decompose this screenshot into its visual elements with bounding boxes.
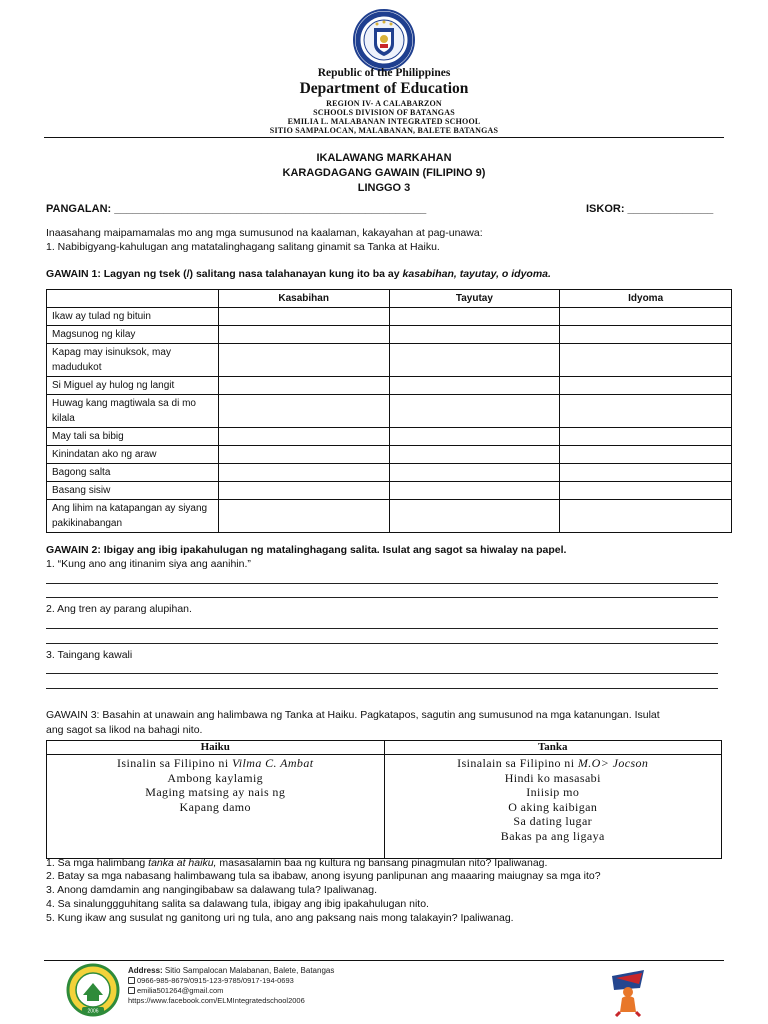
haiku-credit-text: Isinalin sa Filipino ni bbox=[117, 756, 232, 770]
check-cell-kasabihan[interactable] bbox=[218, 464, 389, 482]
check-cell-kasabihan[interactable] bbox=[218, 446, 389, 464]
row-phrase: Ikaw ay tulad ng bituin bbox=[47, 308, 219, 326]
gawain2-item-1: 1. “Kung ano ang itinanim siya ang aanihin.” bbox=[46, 558, 251, 570]
gawain1-header-blank bbox=[47, 290, 219, 308]
haiku-line: Ambong kaylamig bbox=[167, 770, 264, 785]
question-2: 2. Batay sa mga nabasang halimbawang tula sa ibabaw, anong isyung panlipunan ang maaaring maiugnay sa mga ito? bbox=[46, 870, 601, 882]
row-phrase: Magsunog ng kilay bbox=[47, 326, 219, 344]
row-phrase: Si Miguel ay hulog ng langit bbox=[47, 377, 219, 395]
answer-line[interactable] bbox=[46, 673, 718, 674]
table-row bbox=[47, 395, 732, 428]
footer-email bbox=[128, 986, 223, 995]
phone-icon bbox=[128, 977, 135, 984]
tanka-line: Sa dating lugar bbox=[513, 814, 593, 828]
name-score-row bbox=[46, 203, 726, 215]
check-cell-idyoma[interactable] bbox=[560, 308, 732, 326]
table-row bbox=[47, 344, 732, 377]
check-cell-tayutay[interactable] bbox=[389, 326, 560, 344]
question-5: 5. Kung ikaw ang susulat ng ganitong uri ng tula, ano ang paksang nais mong talakayin? Ipaliwanag. bbox=[46, 912, 514, 924]
check-cell-tayutay[interactable] bbox=[389, 344, 560, 377]
gawain1-header-tayutay: Tayutay bbox=[389, 290, 560, 308]
table-row bbox=[47, 500, 732, 533]
check-cell-idyoma[interactable] bbox=[560, 428, 732, 446]
haiku-translator: Vilma C. Ambat bbox=[231, 756, 314, 770]
poem-body-row bbox=[47, 755, 722, 859]
gawain1-table bbox=[46, 289, 732, 533]
footer-phones bbox=[128, 976, 294, 985]
tanka-line: Iniisip mo bbox=[526, 785, 580, 799]
gawain1-header-kasabihan: Kasabihan bbox=[218, 290, 389, 308]
tanka-line: O aking kaibigan bbox=[508, 799, 598, 814]
email-icon bbox=[128, 987, 135, 994]
gawain2-item-3: 3. Taingang kawali bbox=[46, 649, 133, 661]
row-phrase: Bagong salta bbox=[47, 464, 219, 482]
check-cell-tayutay[interactable] bbox=[389, 308, 560, 326]
footer-address-value: Sitio Sampalocan Malabanan, Balete, Batangas bbox=[162, 966, 335, 975]
table-row bbox=[47, 326, 732, 344]
answer-line[interactable] bbox=[46, 688, 718, 689]
tanka-poem bbox=[384, 755, 722, 859]
header-republic: Republic of the Philippines bbox=[317, 67, 451, 79]
header-divider bbox=[44, 137, 724, 138]
tanka-credit-text: Isinalain sa Filipino ni bbox=[457, 756, 578, 770]
check-cell-kasabihan[interactable] bbox=[218, 377, 389, 395]
footer-facebook-link[interactable]: https://www.facebook.com/ELMIntegratedschool2006 bbox=[128, 996, 305, 1005]
gawain3-instruction-line-2: ang sagot sa likod na bahagi nito. bbox=[46, 724, 203, 736]
answer-line[interactable] bbox=[46, 583, 718, 584]
check-cell-idyoma[interactable] bbox=[560, 344, 732, 377]
gawain1-header-idyoma: Idyoma bbox=[560, 290, 732, 308]
footer-phone-numbers: 0966-985-8679/0915-123-9785/0917-194-0693 bbox=[137, 976, 294, 985]
check-cell-idyoma[interactable] bbox=[560, 326, 732, 344]
tanka-line: Bakas pa ang ligaya bbox=[500, 828, 605, 843]
header-address: SITIO SAMPALOCAN, MALABANAN, BALETE BATANGAS bbox=[269, 126, 499, 135]
header-division: SCHOOLS DIVISION OF BATANGAS bbox=[313, 108, 455, 117]
quarter-title: IKALAWANG MARKAHAN bbox=[316, 152, 452, 164]
name-field[interactable]: PANGALAN: ___________________________________________________ bbox=[46, 203, 427, 215]
check-cell-tayutay[interactable] bbox=[389, 500, 560, 533]
question-1-text-b: masasalamin baa ng kultura ng bansang pinagmulan nito? Ipaliwanag. bbox=[216, 857, 548, 869]
haiku-heading: Haiku bbox=[47, 741, 385, 755]
score-field[interactable]: ISKOR: ______________ bbox=[586, 203, 714, 215]
check-cell-kasabihan[interactable] bbox=[218, 428, 389, 446]
footer-email-address[interactable]: emilia501264@gmail.com bbox=[137, 986, 224, 995]
question-1-italic: tanka at haiku, bbox=[148, 857, 217, 869]
check-cell-tayutay[interactable] bbox=[389, 428, 560, 446]
check-cell-tayutay[interactable] bbox=[389, 377, 560, 395]
check-cell-idyoma[interactable] bbox=[560, 446, 732, 464]
haiku-credit bbox=[47, 756, 384, 771]
table-row bbox=[47, 446, 732, 464]
tanka-translator: M.O> Jocson bbox=[577, 756, 649, 770]
header-department: Department of Education bbox=[299, 80, 469, 97]
check-cell-kasabihan[interactable] bbox=[218, 308, 389, 326]
check-cell-tayutay[interactable] bbox=[389, 464, 560, 482]
school-logo-year: 2006 bbox=[87, 1008, 99, 1015]
week-title: LINGGO 3 bbox=[357, 182, 411, 194]
deped-seal-logo bbox=[344, 8, 424, 72]
gawain2-item-2: 2. Ang tren ay parang alupihan. bbox=[46, 603, 192, 615]
check-cell-kasabihan[interactable] bbox=[218, 395, 389, 428]
footer-address-label: Address: bbox=[128, 966, 163, 975]
poem-table bbox=[46, 740, 722, 859]
row-phrase: Ang lihim na katapangan ay siyang pakikinabangan bbox=[47, 500, 219, 533]
intro-line-1: Inaasahang maipamamalas mo ang mga sumusunod na kaalaman, kakayahan at pag-unawa: bbox=[46, 227, 483, 239]
question-3: 3. Anong damdamin ang nangingibabaw sa dalawang tula? Ipaliwanag. bbox=[46, 884, 377, 896]
haiku-line: Maging matsing ay nais ng bbox=[145, 785, 286, 799]
check-cell-idyoma[interactable] bbox=[560, 395, 732, 428]
mascot-logo bbox=[606, 966, 650, 1018]
check-cell-tayutay[interactable] bbox=[389, 395, 560, 428]
gawain2-instruction: GAWAIN 2: Ibigay ang ibig ipakahulugan ng matalinghagang salita. Isulat ang sagot sa hiwalay na papel. bbox=[46, 544, 567, 556]
row-phrase: Kapag may isinuksok, may madudukot bbox=[47, 344, 219, 377]
check-cell-idyoma[interactable] bbox=[560, 377, 732, 395]
check-cell-idyoma[interactable] bbox=[560, 482, 732, 500]
row-phrase: Huwag kang magtiwala sa di mo kilala bbox=[47, 395, 219, 428]
footer-facebook bbox=[128, 996, 305, 1005]
tanka-heading: Tanka bbox=[384, 741, 722, 755]
question-1 bbox=[46, 857, 547, 870]
haiku-poem bbox=[47, 755, 385, 859]
activity-title: KARAGDAGANG GAWAIN (FILIPINO 9) bbox=[282, 167, 486, 179]
header-school: EMILIA L. MALABANAN INTEGRATED SCHOOL bbox=[287, 117, 481, 126]
check-cell-kasabihan[interactable] bbox=[218, 326, 389, 344]
poem-header-row bbox=[47, 741, 722, 755]
check-cell-idyoma[interactable] bbox=[560, 500, 732, 533]
answer-line[interactable] bbox=[46, 643, 718, 644]
row-phrase: Basang sisiw bbox=[47, 482, 219, 500]
row-phrase: May tali sa bibig bbox=[47, 428, 219, 446]
header-region: REGION IV- A CALABARZON bbox=[326, 99, 442, 108]
footer-address bbox=[128, 966, 334, 975]
answer-line[interactable] bbox=[46, 597, 718, 598]
check-cell-kasabihan[interactable] bbox=[218, 482, 389, 500]
question-4: 4. Sa sinalunggguhitang salita sa dalawang tula, ibigay ang ibig ipakahulugan nito. bbox=[46, 898, 429, 910]
gawain3-instruction-line-1: GAWAIN 3: Basahin at unawain ang halimbawa ng Tanka at Haiku. Pagkatapos, sagutin ang sumusunod na mga katanungan. Isulat bbox=[46, 709, 660, 721]
table-row bbox=[47, 464, 732, 482]
gawain1-instruction bbox=[46, 267, 551, 281]
intro-line-2: 1. Nabibigyang-kahulugan ang matatalinghagang salitang ginamit sa Tanka at Haiku. bbox=[46, 241, 440, 253]
table-row bbox=[47, 482, 732, 500]
answer-line[interactable] bbox=[46, 628, 718, 629]
table-row bbox=[47, 377, 732, 395]
school-logo bbox=[66, 963, 120, 1017]
footer-divider bbox=[44, 960, 724, 961]
table-row bbox=[47, 428, 732, 446]
check-cell-idyoma[interactable] bbox=[560, 464, 732, 482]
question-1-text-a: 1. Sa mga halimbang bbox=[46, 857, 149, 869]
table-row bbox=[47, 308, 732, 326]
check-cell-kasabihan[interactable] bbox=[218, 344, 389, 377]
check-cell-kasabihan[interactable] bbox=[218, 500, 389, 533]
gawain1-header-row bbox=[47, 290, 732, 308]
tanka-line: Hindi ko masasabi bbox=[504, 770, 601, 785]
tanka-credit bbox=[385, 756, 722, 771]
check-cell-tayutay[interactable] bbox=[389, 446, 560, 464]
gawain1-instruction-text: GAWAIN 1: Lagyan ng tsek (/) salitang nasa talahanayan kung ito ba ay bbox=[46, 268, 403, 280]
check-cell-tayutay[interactable] bbox=[389, 482, 560, 500]
gawain1-instruction-italic: kasabihan, tayutay, o idyoma. bbox=[402, 268, 551, 280]
row-phrase: Kinindatan ako ng araw bbox=[47, 446, 219, 464]
haiku-line: Kapang damo bbox=[179, 799, 251, 814]
